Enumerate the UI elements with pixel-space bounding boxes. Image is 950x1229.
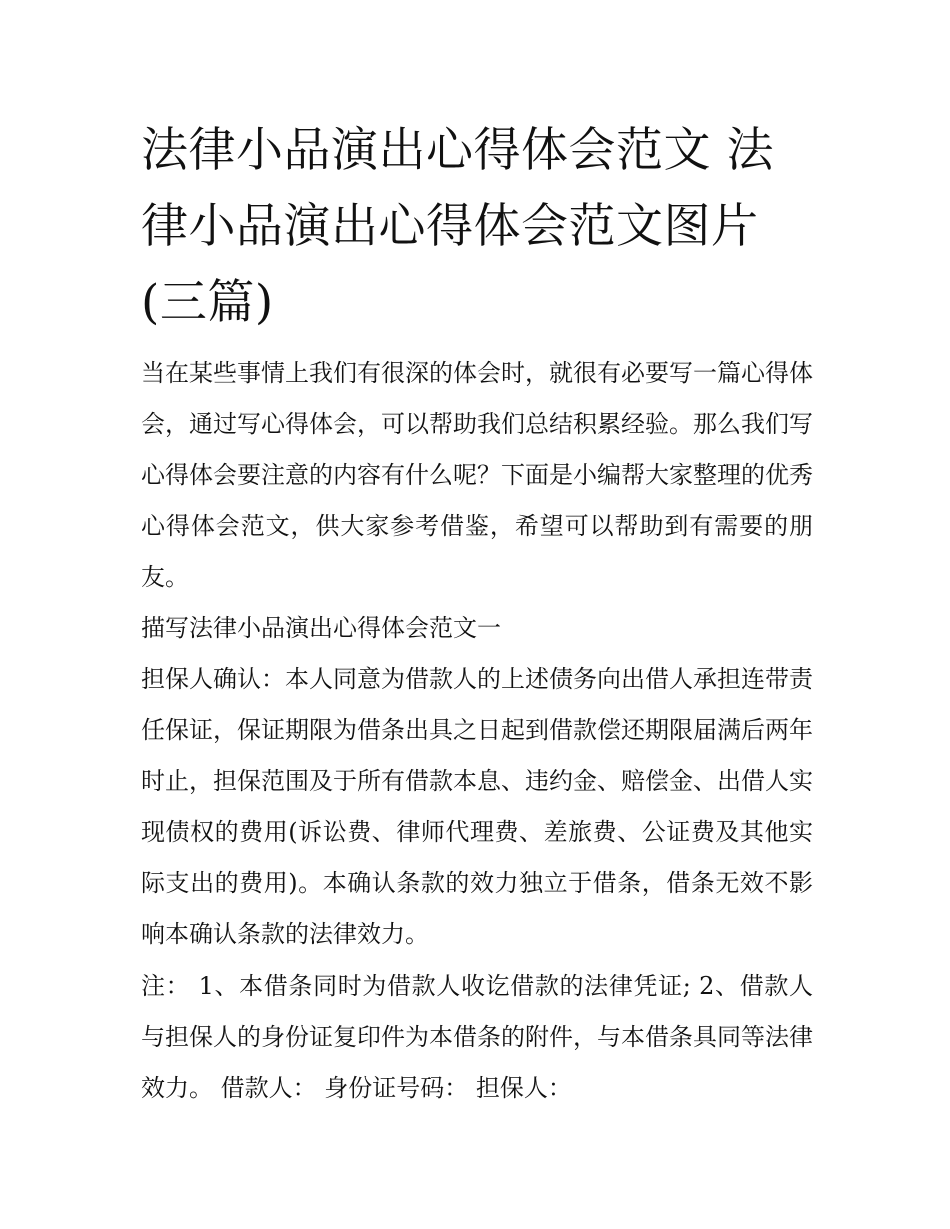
note-paragraph: 注： 1、本借条同时为借款人收讫借款的法律凭证; 2、借款人与担保人的身份证复印件为本借条的附件，与本借条具同等法律效力。 借款人： 身份证号码： 担保人： xyxy=(141,972,813,1102)
document-title: 法律小品演出心得体会范文 法律小品演出心得体会范文图片(三篇) xyxy=(141,123,774,330)
guarantor-paragraph: 担保人确认：本人同意为借款人的上述债务向出借人承担连带责任保证，保证期限为借条出具之日起到借款偿还期限届满后两年时止，担保范围及于所有借款本息、违约金、赔偿金、出借人实现债权的费用(诉讼费、律师代理费、差旅费、公证费及其他实际支出的费用)。本确认条款的效力独立于借条，借条无效不影响本确认条款的法律效力。 xyxy=(141,665,813,948)
section-heading: 描写法律小品演出心得体会范文一 xyxy=(141,614,501,642)
intro-paragraph: 当在某些事情上我们有很深的体会时，就很有必要写一篇心得体会，通过写心得体会，可以帮助我们总结积累经验。那么我们写心得体会要注意的内容有什么呢？下面是小编帮大家整理的优秀心得体会范文，供大家参考借鉴，希望可以帮助到有需要的朋友。 xyxy=(141,359,813,591)
document-page xyxy=(141,113,813,1114)
